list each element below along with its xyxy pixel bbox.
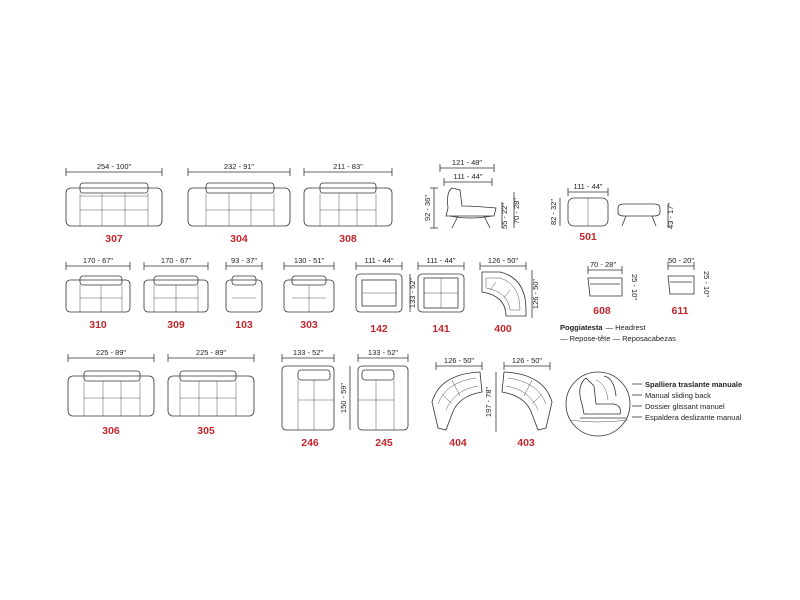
width-label: 232 - 91" xyxy=(223,162,255,171)
width-label: 133 - 52" xyxy=(367,348,399,357)
width-label: 93 - 37" xyxy=(230,256,258,265)
module-code: 246 xyxy=(301,437,319,449)
width-label: 126 - 50" xyxy=(443,356,475,365)
module-400 xyxy=(480,256,540,335)
module-305 xyxy=(168,348,254,437)
module-501 xyxy=(549,182,675,243)
sliding-back-detail xyxy=(566,372,630,436)
width-label: 50 - 20" xyxy=(667,256,695,265)
legend-spanish: Espaldera deslizante manual xyxy=(645,413,742,422)
side-view xyxy=(423,158,521,229)
module-code: 310 xyxy=(89,319,107,331)
overall-width-label: 121 - 48" xyxy=(451,158,483,167)
width-label: 170 - 67" xyxy=(82,256,114,265)
module-code: 307 xyxy=(105,233,123,245)
module-code: 305 xyxy=(197,425,215,437)
module-245 xyxy=(339,348,408,449)
module-code: 308 xyxy=(339,233,357,245)
module-code: 309 xyxy=(167,319,185,331)
depth-label: 133 - 52" xyxy=(408,277,417,309)
width-label: 211 - 83" xyxy=(333,162,363,171)
module-code: 501 xyxy=(579,231,597,243)
module-307 xyxy=(66,162,162,245)
width-label: 254 - 100" xyxy=(96,162,132,171)
seat-width-label: 111 - 44" xyxy=(453,172,483,181)
module-code: 403 xyxy=(517,437,535,449)
depth-label: 82 - 32" xyxy=(549,198,558,226)
module-246 xyxy=(282,348,334,449)
module-code: 608 xyxy=(593,305,611,317)
module-code: 141 xyxy=(432,323,450,335)
legend-italian: Spalliera traslante manuale xyxy=(645,380,743,389)
legend-english: Manual sliding back xyxy=(645,391,711,400)
module-608 xyxy=(588,260,639,317)
height-label: 43 - 17" xyxy=(666,202,675,230)
headrest-legend-line2: — Repose-tête — Reposacabezas xyxy=(560,334,676,343)
module-308 xyxy=(304,162,392,245)
module-code: 142 xyxy=(370,323,388,335)
width-label: 225 - 89" xyxy=(95,348,127,357)
module-code: 103 xyxy=(235,319,253,331)
width-label: 126 - 50" xyxy=(511,356,543,365)
module-304 xyxy=(188,162,290,245)
width-label: 225 - 89" xyxy=(195,348,227,357)
depth-label: 126 - 50" xyxy=(531,278,540,310)
legend-french: Dossier glissant manuel xyxy=(645,402,725,411)
module-303 xyxy=(284,256,334,331)
module-404 xyxy=(432,356,482,449)
width-label: 111 - 44" xyxy=(426,256,456,265)
module-code: 611 xyxy=(671,305,689,317)
width-label: 126 - 50" xyxy=(487,256,519,265)
seat-height-label: 55 - 22" xyxy=(500,202,509,230)
width-label: 111 - 44" xyxy=(364,256,394,265)
depth-label: 197 - 78" xyxy=(484,386,493,418)
module-code: 306 xyxy=(102,425,120,437)
module-code: 400 xyxy=(494,323,512,335)
module-code: 303 xyxy=(300,319,318,331)
module-142 xyxy=(356,256,402,335)
sliding-back-legend xyxy=(632,380,742,422)
module-141 xyxy=(408,256,464,335)
module-310 xyxy=(66,256,130,331)
width-label: 111 - 44" xyxy=(573,182,603,191)
module-403 xyxy=(484,356,552,449)
module-103 xyxy=(226,256,262,331)
module-code: 245 xyxy=(375,437,393,449)
headrest-legend xyxy=(560,323,676,343)
width-label: 133 - 52" xyxy=(292,348,324,357)
height-label: 25 - 10" xyxy=(702,270,711,298)
depth-label: 150 - 59" xyxy=(339,382,348,414)
width-label: 70 - 28" xyxy=(589,260,617,269)
width-label: 130 - 51" xyxy=(293,256,325,265)
depth-label: 70 - 28" xyxy=(512,197,521,225)
module-306 xyxy=(68,348,154,437)
width-label: 170 - 67" xyxy=(160,256,192,265)
height-label: 25 - 10" xyxy=(630,273,639,301)
headrest-legend-line1: Poggiatesta — Headrest xyxy=(560,323,646,332)
module-611 xyxy=(668,256,711,317)
module-code: 404 xyxy=(449,437,467,449)
module-309 xyxy=(144,256,208,331)
height-label: 92 - 36" xyxy=(423,194,432,222)
module-code: 304 xyxy=(230,233,248,245)
